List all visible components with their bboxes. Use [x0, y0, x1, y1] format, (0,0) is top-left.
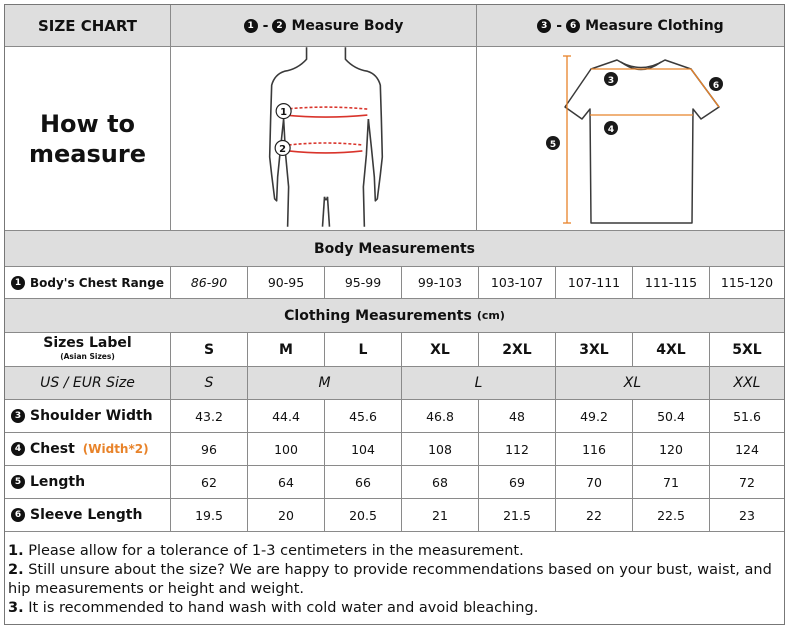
sleeve-length-cell: 23	[710, 499, 784, 532]
tshirt-illustration	[477, 47, 784, 231]
length-cell: 62	[171, 466, 248, 499]
sleeve-length-cell: 19.5	[171, 499, 248, 532]
length-label: 5 Length	[5, 466, 171, 499]
number-badge-6: 6	[11, 508, 25, 522]
number-badge-4: 4	[11, 442, 25, 456]
chest-cell: 112	[479, 433, 556, 466]
chest-range-cell: 103-107	[479, 267, 556, 299]
shoulder-width-cell: 44.4	[248, 400, 325, 433]
notes-section	[5, 532, 784, 618]
number-badge-6: 6	[566, 19, 580, 33]
how-to-measure: How to measure	[5, 47, 171, 231]
measure-body-heading: 1 - 2 Measure Body	[171, 5, 477, 47]
chest-cell: 124	[710, 433, 784, 466]
sleeve-length-cell: 22.5	[633, 499, 710, 532]
length-cell: 70	[556, 466, 633, 499]
chest-cell: 96	[171, 433, 248, 466]
chest-cell: 108	[402, 433, 479, 466]
shoulder-width-cell: 51.6	[710, 400, 784, 433]
note-item: 2. Still unsure about the size? We are happy to provide recommendations based on your bust, waist, and hip measurements or height and weight.	[8, 562, 772, 597]
us-eur-size: M	[248, 367, 402, 400]
svg-text:4: 4	[607, 124, 615, 135]
shoulder-width-cell: 45.6	[325, 400, 402, 433]
chest-range-label: 1 Body's Chest Range	[5, 267, 171, 299]
chest-range-cell: 99-103	[402, 267, 479, 299]
chest-range-cell: 95-99	[325, 267, 402, 299]
svg-text:2: 2	[279, 143, 287, 155]
chest-cell: 116	[556, 433, 633, 466]
length-cell: 64	[248, 466, 325, 499]
size-cell: L	[325, 333, 402, 367]
size-cell: XL	[402, 333, 479, 367]
body-diagram-panel	[171, 47, 477, 231]
svg-text:5: 5	[549, 139, 557, 150]
us-eur-size: S	[171, 367, 248, 400]
body-measurements-title: Body Measurements	[5, 231, 784, 267]
chest-range-cell: 86-90	[171, 267, 248, 299]
shoulder-width-cell: 43.2	[171, 400, 248, 433]
length-cell: 72	[710, 466, 784, 499]
clothing-diagram-panel	[477, 47, 784, 231]
sizes-label: Sizes Label (Asian Sizes)	[5, 333, 171, 367]
sleeve-length-cell: 21.5	[479, 499, 556, 532]
body-figure-illustration	[171, 47, 476, 231]
shoulder-width-label: 3 Shoulder Width	[5, 400, 171, 433]
chest-range-cell: 115-120	[710, 267, 784, 299]
size-cell: 2XL	[479, 333, 556, 367]
chest-range-cell: 90-95	[248, 267, 325, 299]
sleeve-length-label: 6 Sleeve Length	[5, 499, 171, 532]
number-badge-5: 5	[11, 475, 25, 489]
chest-cell: 100	[248, 433, 325, 466]
number-badge-3: 3	[537, 19, 551, 33]
us-eur-size: XXL	[710, 367, 784, 400]
size-cell: 5XL	[710, 333, 784, 367]
chest-range-cell: 111-115	[633, 267, 710, 299]
size-cell: S	[171, 333, 248, 367]
note-item: 3. It is recommended to hand wash with cold water and avoid bleaching.	[8, 600, 539, 616]
sleeve-length-cell: 21	[402, 499, 479, 532]
chest-label: 4 Chest (Width*2)	[5, 433, 171, 466]
length-cell: 68	[402, 466, 479, 499]
length-cell: 69	[479, 466, 556, 499]
chest-cell: 120	[633, 433, 710, 466]
size-cell: 4XL	[633, 333, 710, 367]
us-eur-label: US / EUR Size	[5, 367, 171, 400]
number-badge-2: 2	[272, 19, 286, 33]
shoulder-width-cell: 48	[479, 400, 556, 433]
shoulder-width-cell: 49.2	[556, 400, 633, 433]
measure-clothing-heading: 3 - 6 Measure Clothing	[477, 5, 784, 47]
svg-text:1: 1	[280, 106, 288, 118]
svg-text:6: 6	[712, 80, 720, 91]
sleeve-length-cell: 20	[248, 499, 325, 532]
us-eur-size: L	[402, 367, 556, 400]
number-badge-3: 3	[11, 409, 25, 423]
sleeve-length-cell: 20.5	[325, 499, 402, 532]
size-cell: M	[248, 333, 325, 367]
chest-range-cell: 107-111	[556, 267, 633, 299]
shoulder-width-cell: 50.4	[633, 400, 710, 433]
clothing-measurements-title: Clothing Measurements (cm)	[5, 299, 784, 333]
note-item: 1. Please allow for a tolerance of 1-3 centimeters in the measurement.	[8, 543, 524, 559]
number-badge-1: 1	[244, 19, 258, 33]
svg-text:3: 3	[607, 75, 615, 86]
size-chart-title: SIZE CHART	[5, 5, 171, 47]
shoulder-width-cell: 46.8	[402, 400, 479, 433]
us-eur-size: XL	[556, 367, 710, 400]
sleeve-length-cell: 22	[556, 499, 633, 532]
length-cell: 71	[633, 466, 710, 499]
number-badge-1: 1	[11, 276, 25, 290]
length-cell: 66	[325, 466, 402, 499]
chest-cell: 104	[325, 433, 402, 466]
size-cell: 3XL	[556, 333, 633, 367]
size-chart	[4, 4, 785, 625]
